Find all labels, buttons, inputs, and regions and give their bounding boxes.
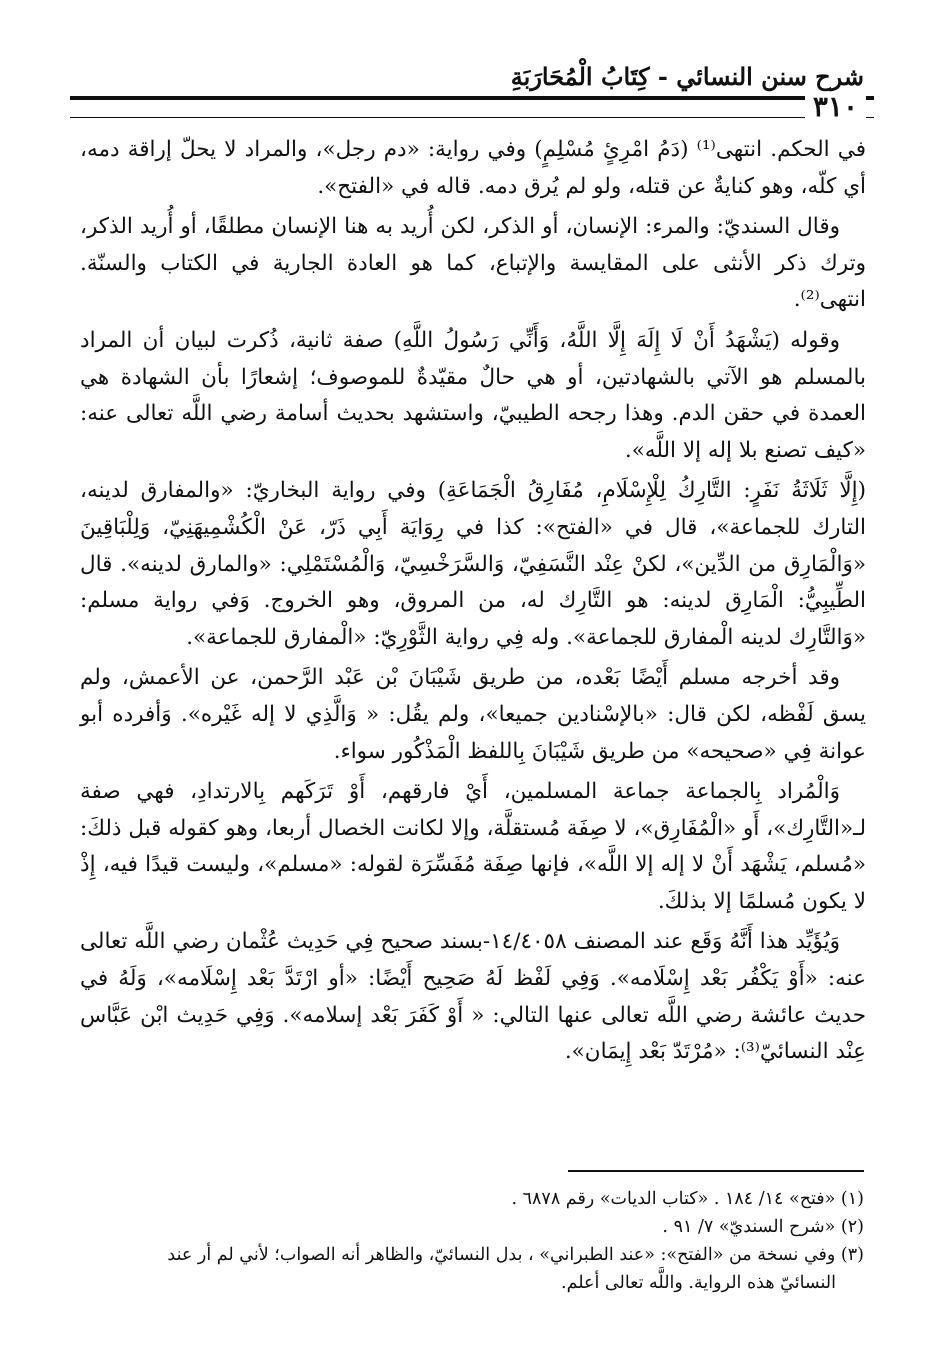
paragraph: وَالْمُراد بِالجماعة جماعة المسلمين، أَيْ فارقهم، أَوْ تَرَكَهم بِالارتدادِ، فهي صفة لـ«التَّارِك»، أَو «الْمُفَارِق»، لا صِفَة مُستقلَّة، وإلا لكانت الخصال أربعا، وهو كقوله قبل ذلكَ: «مُسلم، يَشْهَد أَنْ لا إله إلا اللَّه»، فإنها صِفَة مُفَسِّرَة لقوله: «مسلم»، وليست قيدًا فيه، إِذْ لا يكون مُسلمًا إلا بذلكَ. (80, 779, 866, 914)
footnote: (٢) «شرح السنديّ» ٧/ ٩١ . (662, 1217, 864, 1237)
paragraph: (إِلَّا ثَلَاثَةُ نَفَرٍ: التَّارِكُ لِلْإِسْلَامِ، مُفَارِقُ الْجَمَاعَةِ) وفي رواية البخاريّ: «والمفارق لدينه، التارك للجماعة»، قال في «الفتح»: كذا في رِوَايَة أَبِي ذَرّ، عَنْ الْكُشْمِيهَنِيّ، وَلِلْبَاقِينَ «وَالْمَارِق من الدِّين»، لكنْ عِنْد النَّسَفِيّ، وَالسَّرَخْسِيّ، وَالْمُسْتَمْلِي: «والمارق لدينه». قال الطِّيبِيُّ: الْمَارِق لدينه: هو التَّارِك له، من المروق، وهو الخروج. وَفي رواية مسلم: «وَالتَّارِك لدينه الْمفارق للجماعة». وله فِي رواية الثَّوْرِيّ: «الْمفارق للجماعة». (80, 478, 866, 650)
paragraph: وقال السنديّ: والمرء: الإنسان، أو الذكر، لكن أُريد به هنا الإنسان مطلقًا، أو أُريد الذكر، وترك ذكر الأنثى على المقايسة والإتباع، كما هو العادة الجارية في الكتاب والسنّة. انتهى⁽²⁾. (80, 214, 866, 313)
paragraph: وقوله (يَشْهَدُ أَنْ لَا إِلَهَ إِلَّا اللَّهُ، وَأَنِّي رَسُولُ اللَّهِ) صفة ثانية، ذُكرت لبيان أن المراد بالمسلم هو الآتي بالشهادتين، أو هي حالٌ مقيّدةٌ للموصوف؛ إشعارًا بأن الشهادة هي العمدة في حقن الدم. وهذا رجحه الطيبيّ، واستشهد بحديث أسامة رضي اللَّه تعالى عنه: «كيف تصنع بلا إله إلا اللَّه». (80, 327, 866, 463)
header-title: شرح سنن النسائي - كِتَابُ الْمُحَارَبَةِ (510, 62, 864, 91)
running-header (70, 62, 874, 92)
page-number: ٣١٠ (805, 92, 866, 122)
paragraph: في الحكم. انتهى⁽¹⁾ (دَمُ امْرِئٍ مُسْلِمٍ) وفي رواية: «دم رجل»، والمراد لا يحلّ إراقة دمه، أي كلّه، وهو كنايةٌ عن قتله، ولو لم يُرق دمه. قاله في «الفتح». (80, 137, 866, 199)
header-rule-thin (70, 117, 874, 118)
footnote: (٣) وفي نسخة من «الفتح»: «عند الطبراني» ، بدل النسائيّ، والظاهر أنه الصواب؛ لأني لم أر عند (167, 1245, 864, 1265)
footnote: (١) «فتح» ١٤/ ١٨٤ . «كتاب الديات» رقم ٦٨٧٨ . (511, 1189, 864, 1209)
paragraph: وقد أخرجه مسلم أَيْضًا بَعْده، من طريق شَيْبَانَ بْن عَبْد الرَّحمن، عن الأعمش، ولم يسق لَفْظه، لكن قال: «بالإسْنادين جميعا»، ولم يقُل: « وَالَّذِي لا إله غَيْره». وَأفرده أبو عوانة فِي «صحيحه» من طريق شَيْبَانَ بِاللفظ الْمَذْكُور سواء. (80, 665, 866, 764)
footnotes (80, 1185, 864, 1297)
footnote-divider (568, 1170, 864, 1172)
header-rule (70, 96, 874, 100)
footnote-continuation: النسائيّ هذه الرواية. واللَّه تعالى أعلم. (561, 1273, 836, 1293)
paragraph: وَيُؤَيِّد هذا أَنَّهُ وَقَع عند المصنف ١٤/٤٠٥٨-بسند صحيح فِي حَدِيث عُثْمان رضي اللَّه تعالى عنه: «أَوْ يَكْفُر بَعْد إِسْلَامه». وَفِي لَفْظ لَهُ صَحِيح أَيْضًا: «أو ارْتَدَّ بَعْد إِسْلَامه»، وَلَهُ في حديث عائشة رضي اللَّه تعالى عنها التالي: « أَوْ كَفَرَ بَعْد إسلامه». وَفِي حَدِيث ابْن عَبَّاس عِنْد النسائيّ⁽³⁾: «مُرْتَدّ بَعْد إِيمَان». (80, 929, 866, 1065)
main-text (80, 132, 866, 1071)
